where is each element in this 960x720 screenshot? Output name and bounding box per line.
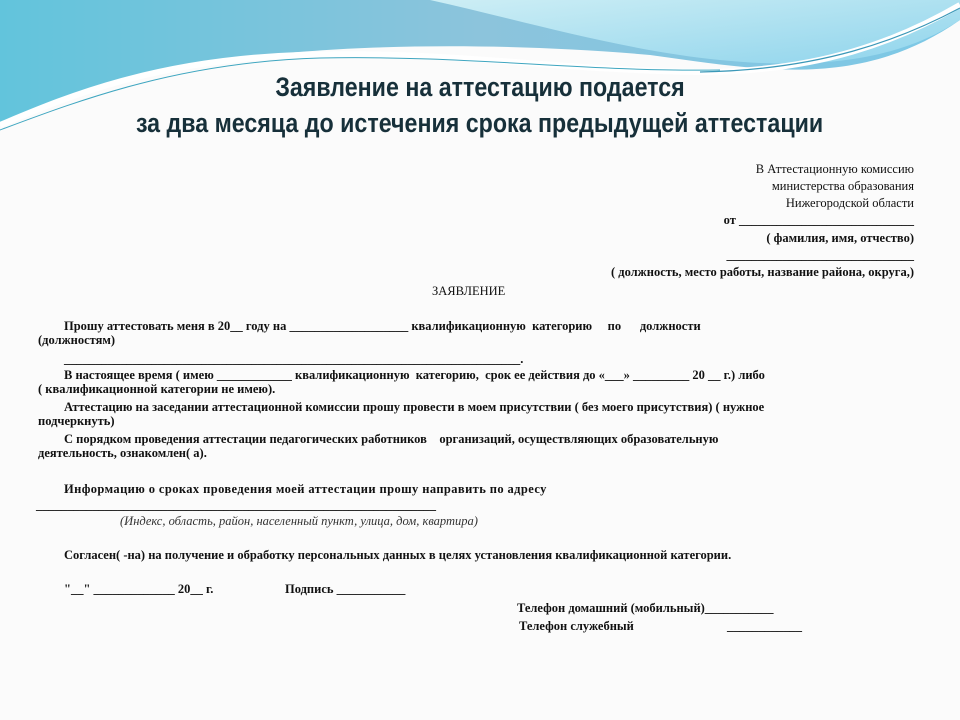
paragraph-line: (должностям)	[38, 333, 116, 347]
signature-field: Подпись ___________	[285, 582, 406, 596]
position-caption: ( должность, место работы, название района, округа,)	[610, 265, 914, 279]
addressee-line: Нижегородской области	[785, 196, 914, 210]
paragraph-line: _________________________________________________________________________.	[64, 352, 524, 366]
slide-title-line-2: за два месяца до истечения срока предыдущей аттестации	[136, 108, 824, 138]
paragraph-line: Прошу аттестовать меня в 20__ году на ___________________ квалификационную категорию по должности	[64, 319, 701, 333]
work-phone-label: Телефон служебный	[519, 619, 634, 633]
paragraph-line: Информацию о сроках проведения моей аттестации прошу направить по адресу	[64, 482, 547, 496]
address-caption: (Индекс, область, район, населенный пункт, улица, дом, квартира)	[120, 514, 478, 528]
position-field: ______________________________	[726, 248, 914, 262]
document-heading: ЗАЯВЛЕНИЕ	[432, 284, 506, 298]
paragraph-line: В настоящее время ( имею ____________ квалификационную категорию, срок ее действия до «___» _________ 20 __ г.) либо	[64, 368, 765, 382]
paragraph-line: Аттестацию на заседании аттестационной комиссии прошу провести в моем присутствии ( без моего присутствия) ( нужное	[64, 400, 765, 414]
addressee-line: В Аттестационную комиссию	[755, 162, 914, 176]
address-field: ________________________________________________________________	[36, 498, 436, 512]
home-phone-field: Телефон домашний (мобильный)___________	[517, 601, 774, 615]
paragraph-line: подчеркнуть)	[38, 414, 115, 428]
from-field: от ____________________________	[723, 213, 914, 227]
slide-title-line-1: Заявление на аттестацию подается	[275, 72, 685, 102]
addressee-line: министерства образования	[771, 179, 914, 193]
paragraph-line: деятельность, ознакомлен( а).	[38, 446, 207, 460]
consent-line: Согласен( -на) на получение и обработку персональных данных в целях установления квалификационной категории.	[64, 548, 732, 562]
date-field: "__" _____________ 20__ г.	[64, 582, 214, 596]
work-phone-field: ____________	[727, 619, 802, 633]
paragraph-line: С порядком проведения аттестации педагогических работников организаций, осуществляющих образовательную	[64, 432, 719, 446]
full-name-caption: ( фамилия, имя, отчество)	[766, 231, 914, 245]
paragraph-line: ( квалификационной категории не имею).	[38, 382, 276, 396]
